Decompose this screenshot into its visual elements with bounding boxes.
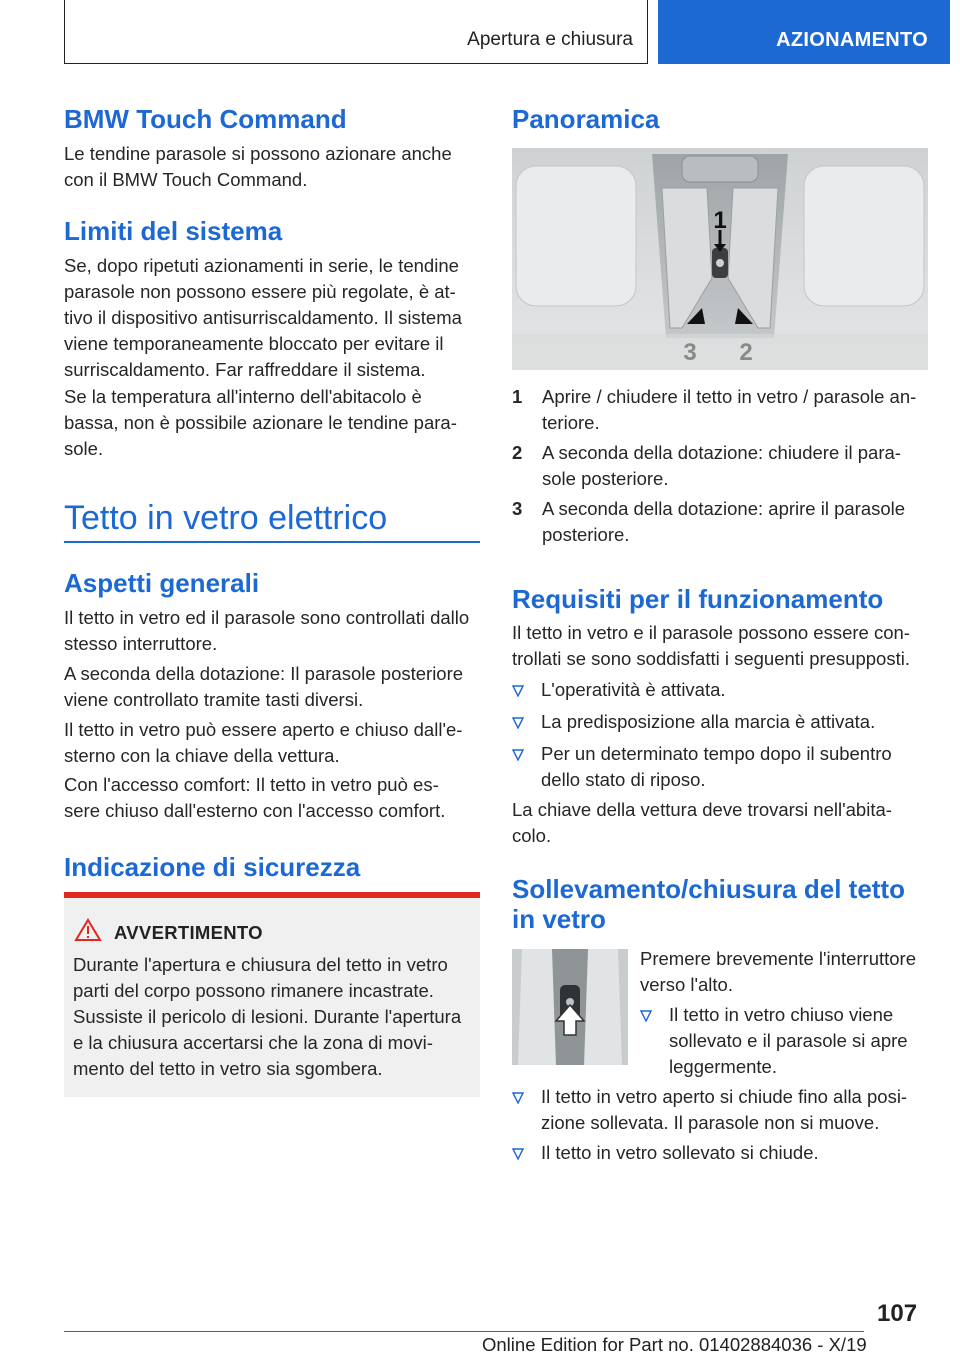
warning-box [64, 892, 480, 1097]
general-paragraph-4: Con l'accesso comfort: Il tetto in vetro può es- sere chiuso dall'esterno con l'accesso comfort. [64, 774, 446, 821]
bullet-triangle-icon [640, 1010, 652, 1022]
roof-switch-figure [512, 949, 628, 1065]
bullet-triangle-icon [512, 685, 524, 697]
figure-label-1: 1 [713, 207, 727, 234]
roof-controls-figure [512, 148, 928, 370]
warning-bar [64, 892, 480, 898]
lift-close-heading: Sollevamento/chiusura del tetto in vetro [512, 874, 905, 934]
general-paragraph-3: Il tetto in vetro può essere aperto e chiuso dall'e- sterno con la chiave della vettura. [64, 719, 463, 766]
system-limits-paragraph-2: Se la temperatura all'interno dell'abitacolo è bassa, non è possibile azionare le tendine para- sole. [64, 386, 457, 459]
bullet-triangle-icon [512, 1148, 524, 1160]
page-number: 107 [877, 1300, 918, 1327]
header-chapter-tab[interactable] [658, 0, 950, 64]
touch-command-heading: BMW Touch Command [64, 104, 347, 134]
requirements-note: La chiave della vettura deve trovarsi nell'abita- colo. [512, 799, 892, 846]
header-section-box [64, 0, 648, 64]
safety-heading: Indicazione di sicurezza [64, 852, 361, 882]
header-chapter-label: AZIONAMENTO [776, 29, 928, 51]
list-item: 3 A seconda della dotazione: aprire il parasole posteriore. [512, 498, 906, 545]
header-section-title: Apertura e chiusura [467, 29, 633, 50]
system-limits-heading: Limiti del sistema [64, 216, 283, 246]
bullet-triangle-icon [512, 1092, 524, 1104]
list-item: 1 Aprire / chiudere il tetto in vetro / parasole an- teriore. [512, 386, 917, 433]
footer-divider [64, 1331, 864, 1332]
title-underline [64, 541, 480, 543]
requirements-intro: Il tetto in vetro e il parasole possono essere con- trollati se sono soddisfatti i seguenti presupposti. [512, 622, 910, 669]
general-paragraph-2: A seconda della dotazione: Il parasole posteriore viene controllato tramite tasti diversi. [64, 663, 464, 710]
overview-heading: Panoramica [512, 104, 660, 134]
warning-title: AVVERTIMENTO [114, 922, 263, 943]
list-item: 2 A seconda della dotazione: chiudere il para- sole posteriore. [512, 442, 901, 489]
warning-text: Durante l'apertura e chiusura del tetto in vetro parti del corpo possono rimanere incastrate. Sussiste il pericolo di lesioni. Durante l'apertura e la chiusura accertarsi che la zona di movi- mento del tetto in vetro sia sgombera. [73, 954, 462, 1079]
touch-command-text: Le tendine parasole si possono azionare anche con il BMW Touch Command. [64, 143, 452, 190]
general-aspects-heading: Aspetti generali [64, 568, 260, 598]
bullet-triangle-icon [512, 717, 524, 729]
system-limits-paragraph-1: Se, dopo ripetuti azionamenti in serie, le tendine parasole non possono essere più regolate, è at- tivo il dispositivo antisurriscaldamento. Il sistema viene temporaneamente bloccato per evitare il surriscaldamento. Far raffreddare il sistema. [64, 255, 462, 380]
warning-triangle-icon [74, 918, 102, 942]
main-section-title: Tetto in vetro elettrico [64, 499, 388, 537]
general-paragraph-1: Il tetto in vetro ed il parasole sono controllati dallo stesso interruttore. [64, 607, 470, 654]
footer-edition: Online Edition for Part no. 01402884036 - X/19 [482, 1334, 867, 1355]
requirements-heading: Requisiti per il funzionamento [512, 584, 884, 614]
bullet-triangle-icon [512, 749, 524, 761]
lift-intro: Premere brevemente l'interruttore verso l'alto. [640, 948, 917, 995]
